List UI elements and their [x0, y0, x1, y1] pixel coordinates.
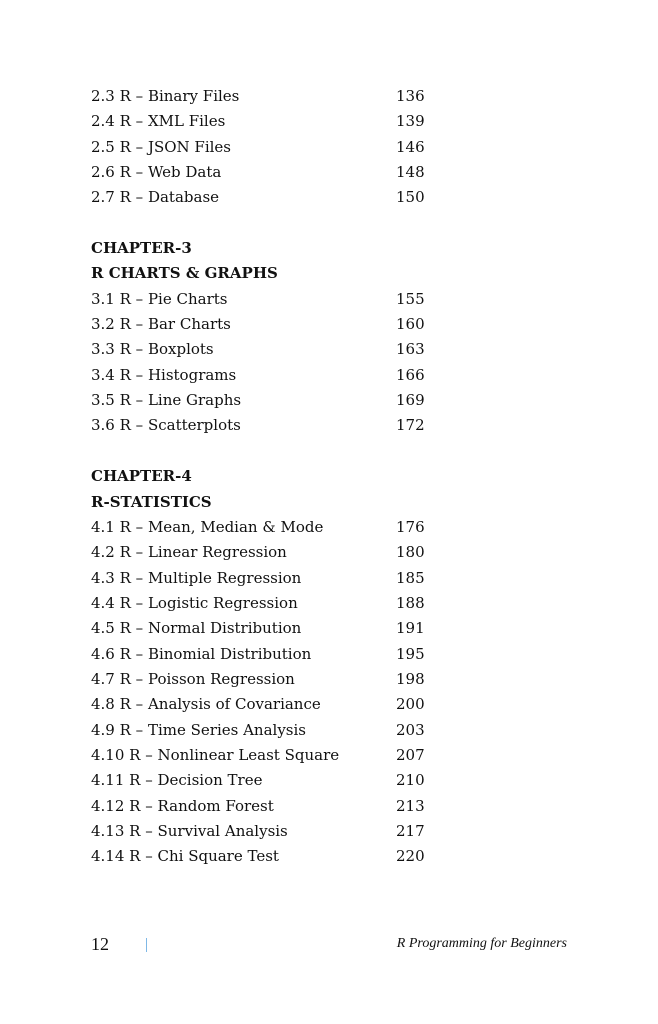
chapter-heading: CHAPTER-4 [91, 467, 192, 486]
toc-entry[interactable] [91, 591, 431, 616]
toc-entry-page: 180 [396, 543, 425, 562]
toc-entry-page: 176 [396, 517, 425, 536]
toc-entry-label: 4.3 R – Multiple Regression [91, 568, 302, 587]
section-spacer [91, 439, 431, 464]
toc-entry-page: 185 [396, 568, 425, 587]
toc-entry-page: 203 [396, 720, 425, 739]
toc-entry-page: 210 [396, 771, 425, 790]
toc-entry[interactable] [91, 312, 431, 337]
toc-entry-label: 3.5 R – Line Graphs [91, 391, 242, 410]
toc-entry-page: 169 [396, 391, 425, 410]
toc-entry[interactable] [91, 160, 431, 185]
footer-divider [146, 938, 147, 952]
toc-entry-label: 3.6 R – Scatterplots [91, 416, 241, 435]
toc-entry[interactable] [91, 363, 431, 388]
toc-entry-page: 217 [396, 821, 425, 840]
toc-entry-label: 4.5 R – Normal Distribution [91, 619, 302, 638]
section-spacer [91, 211, 431, 236]
toc-entry-label: 4.2 R – Linear Regression [91, 543, 287, 562]
toc-entry[interactable] [91, 768, 431, 793]
toc-entry-label: 4.4 R – Logistic Regression [91, 593, 298, 612]
toc-entry[interactable] [91, 388, 431, 413]
toc-entry-label: 3.1 R – Pie Charts [91, 289, 228, 308]
toc-entry[interactable] [91, 819, 431, 844]
toc-entry-page: 136 [396, 87, 425, 105]
toc-entry-page: 188 [396, 593, 425, 612]
toc-entry-page: 163 [396, 340, 425, 359]
chapter-heading: CHAPTER-3 [91, 239, 192, 258]
chapter-title: R CHARTS & GRAPHS [91, 264, 278, 283]
toc-entry-label: 2.6 R – Web Data [91, 163, 222, 182]
page-number: 12 [91, 934, 109, 954]
toc-entry-label: 2.5 R – JSON Files [91, 137, 232, 156]
toc-entry[interactable] [91, 844, 431, 869]
toc-entry[interactable] [91, 185, 431, 210]
toc-entry-label: 4.8 R – Analysis of Covariance [91, 695, 321, 714]
toc-entry-label: 4.7 R – Poisson Regression [91, 669, 295, 688]
running-title: R Programming for Beginners [396, 936, 567, 951]
toc-entry[interactable] [91, 540, 431, 565]
toc-entry-page: 155 [396, 289, 425, 308]
toc-entry-label: 2.4 R – XML Files [91, 112, 226, 131]
toc-entry-label: 4.10 R – Nonlinear Least Square [91, 745, 340, 764]
toc-entry-label: 4.13 R – Survival Analysis [91, 821, 288, 840]
toc-entry[interactable] [91, 794, 431, 819]
toc-entry[interactable] [91, 84, 431, 109]
toc-entry[interactable] [91, 667, 431, 692]
toc-entry-page: 160 [396, 315, 425, 334]
toc-entry-page: 172 [396, 416, 425, 435]
toc-entry[interactable] [91, 413, 431, 438]
table-of-contents [91, 84, 431, 870]
toc-entry[interactable] [91, 109, 431, 134]
toc-entry-label: 4.6 R – Binomial Distribution [91, 644, 312, 663]
toc-entry-label: 4.1 R – Mean, Median & Mode [91, 517, 324, 536]
toc-entry-page: 148 [396, 163, 425, 182]
toc-entry-page: 207 [396, 745, 425, 764]
toc-entry[interactable] [91, 287, 431, 312]
toc-entry[interactable] [91, 566, 431, 591]
toc-entry[interactable] [91, 692, 431, 717]
toc-entry[interactable] [91, 135, 431, 160]
toc-entry-label: 3.2 R – Bar Charts [91, 315, 231, 334]
toc-entry-label: 3.4 R – Histograms [91, 365, 237, 384]
toc-entry-label: 3.3 R – Boxplots [91, 340, 214, 359]
toc-entry[interactable] [91, 743, 431, 768]
toc-entry-page: 195 [396, 644, 425, 663]
toc-entry-page: 220 [396, 847, 425, 866]
toc-entry-page: 166 [396, 365, 425, 384]
toc-entry-page: 146 [396, 137, 425, 156]
toc-entry-page: 198 [396, 669, 425, 688]
toc-entry[interactable] [91, 642, 431, 667]
toc-entry[interactable] [91, 718, 431, 743]
toc-entry-label: 4.12 R – Random Forest [91, 796, 274, 815]
toc-entry-label: 2.7 R – Database [91, 188, 220, 207]
toc-entry-label: 2.3 R – Binary Files [91, 87, 240, 105]
toc-entry[interactable] [91, 337, 431, 362]
toc-entry-page: 200 [396, 695, 425, 714]
toc-entry-label: 4.11 R – Decision Tree [91, 771, 263, 790]
toc-entry-label: 4.14 R – Chi Square Test [91, 847, 279, 866]
toc-entry-page: 150 [396, 188, 425, 207]
toc-entry-page: 213 [396, 796, 425, 815]
toc-entry[interactable] [91, 616, 431, 641]
toc-entry-page: 191 [396, 619, 425, 638]
chapter-title: R-STATISTICS [91, 492, 212, 511]
toc-entry-label: 4.9 R – Time Series Analysis [91, 720, 306, 739]
toc-entry[interactable] [91, 515, 431, 540]
toc-entry-page: 139 [396, 112, 425, 131]
